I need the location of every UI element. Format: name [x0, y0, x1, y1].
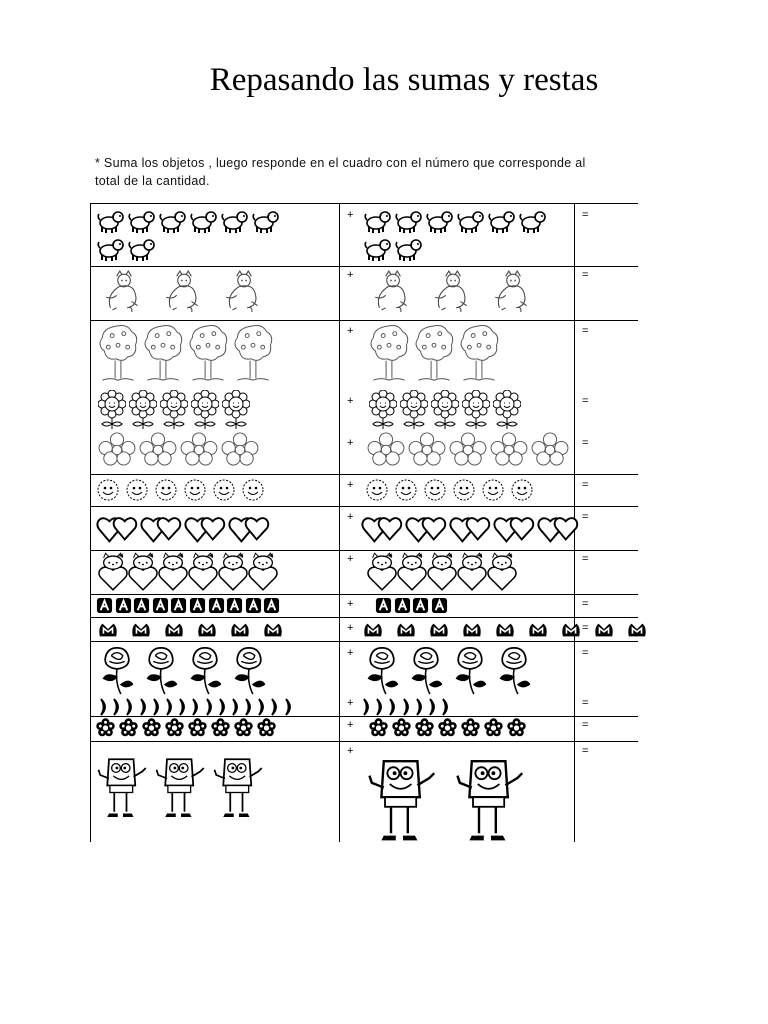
column-divider — [90, 204, 91, 842]
row-divider — [90, 716, 638, 717]
hello-kitty-heart-icon — [397, 552, 427, 592]
answer-box[interactable]: = — [582, 511, 589, 523]
icon-group-left — [98, 621, 283, 639]
flower-icon — [139, 432, 177, 466]
sunflower-icon — [493, 390, 521, 430]
row-divider — [90, 641, 638, 642]
banana-icon — [387, 698, 397, 716]
tree-icon — [143, 322, 183, 384]
icon-group-left — [96, 510, 272, 544]
spongebob-icon — [96, 754, 150, 824]
hello-kitty-heart-icon — [218, 552, 248, 592]
smiley-face-icon — [96, 478, 120, 502]
icon-group-right — [363, 208, 548, 234]
answer-box[interactable]: = — [582, 479, 589, 491]
column-divider — [339, 204, 340, 842]
rose-icon — [142, 644, 180, 696]
double-heart-icon — [449, 510, 493, 544]
plus-sign: + — [347, 697, 354, 709]
letter-m-icon — [363, 621, 383, 639]
double-heart-icon — [405, 510, 449, 544]
tree-icon — [98, 322, 138, 384]
icon-group-left — [96, 478, 265, 502]
sunflower-icon — [129, 390, 157, 430]
rose-icon — [363, 644, 401, 696]
banana-icon — [111, 698, 121, 716]
answer-box[interactable]: = — [582, 553, 589, 565]
banana-icon — [427, 698, 437, 716]
smiley-face-icon — [394, 478, 418, 502]
spongebob-icon — [363, 754, 443, 850]
dog-icon — [363, 236, 393, 262]
plus-sign: + — [347, 647, 354, 659]
row-divider — [90, 550, 638, 551]
row-divider — [90, 741, 638, 742]
flower-icon — [98, 432, 136, 466]
instructions-line-2: total de la cantidad. — [95, 174, 210, 188]
banana-icon — [151, 698, 161, 716]
sunflower-icon — [431, 390, 459, 430]
clover-flower-icon — [96, 718, 115, 737]
banana-icon — [256, 698, 266, 716]
icon-group-left — [98, 698, 293, 716]
smiley-face-icon — [423, 478, 447, 502]
dog-icon — [127, 208, 157, 234]
plus-sign: + — [347, 511, 354, 523]
flower-icon — [408, 432, 446, 466]
banana-icon — [204, 698, 214, 716]
clover-flower-icon — [392, 718, 411, 737]
dog-icon — [363, 208, 393, 234]
rose-icon — [98, 644, 136, 696]
sunflower-icon — [400, 390, 428, 430]
cat-icon — [222, 270, 264, 312]
sunflower-icon — [462, 390, 490, 430]
banana-icon — [98, 698, 108, 716]
icon-group-left — [98, 390, 250, 430]
hello-kitty-heart-icon — [128, 552, 158, 592]
icon-group-left — [98, 644, 268, 696]
letter-m-icon — [462, 621, 482, 639]
rose-icon — [495, 644, 533, 696]
spongebob-icon — [212, 754, 266, 824]
answer-box[interactable]: = — [582, 647, 589, 659]
icon-group-right — [363, 754, 531, 850]
icon-group-right — [367, 552, 517, 592]
icon-group-right — [361, 698, 450, 716]
dog-icon — [425, 208, 455, 234]
answer-box[interactable]: = — [582, 395, 589, 407]
banana-icon — [374, 698, 384, 716]
row-divider — [90, 506, 638, 507]
rose-icon — [230, 644, 268, 696]
banana-icon — [361, 698, 371, 716]
icon-group-right — [365, 478, 534, 502]
letter-a-icon — [170, 597, 187, 614]
flower-icon — [449, 432, 487, 466]
letter-a-icon — [245, 597, 262, 614]
row-divider — [90, 266, 638, 267]
banana-icon — [440, 698, 450, 716]
clover-flower-icon — [415, 718, 434, 737]
flower-icon — [531, 432, 569, 466]
flower-icon — [367, 432, 405, 466]
icon-group-left — [96, 236, 157, 262]
answer-box[interactable]: = — [582, 719, 589, 731]
letter-m-icon — [561, 621, 581, 639]
banana-icon — [243, 698, 253, 716]
dog-icon — [127, 236, 157, 262]
rose-icon — [407, 644, 445, 696]
plus-sign: + — [347, 598, 354, 610]
clover-flower-icon — [461, 718, 480, 737]
smiley-face-icon — [510, 478, 534, 502]
letter-a-icon — [189, 597, 206, 614]
answer-box[interactable]: = — [582, 269, 589, 281]
row-divider — [90, 320, 638, 321]
spongebob-icon — [451, 754, 531, 850]
answer-box[interactable]: = — [582, 745, 589, 757]
dog-icon — [394, 236, 424, 262]
dog-icon — [96, 236, 126, 262]
smiley-face-icon — [452, 478, 476, 502]
dog-icon — [518, 208, 548, 234]
clover-flower-icon — [165, 718, 184, 737]
plus-sign: + — [347, 719, 354, 731]
banana-icon — [414, 698, 424, 716]
icon-group-left — [96, 718, 276, 737]
answer-box[interactable]: = — [582, 209, 589, 221]
tree-icon — [414, 322, 454, 384]
plus-sign: + — [347, 269, 354, 281]
tree-icon — [459, 322, 499, 384]
spongebob-icon — [154, 754, 208, 824]
sunflower-icon — [191, 390, 219, 430]
hello-kitty-heart-icon — [188, 552, 218, 592]
icon-group-right — [371, 270, 533, 312]
icon-group-right — [369, 322, 499, 384]
letter-a-icon — [375, 597, 392, 614]
dog-icon — [189, 208, 219, 234]
letter-m-icon — [131, 621, 151, 639]
row-divider — [90, 617, 638, 618]
banana-icon — [283, 698, 293, 716]
hello-kitty-heart-icon — [457, 552, 487, 592]
banana-icon — [217, 698, 227, 716]
tree-icon — [369, 322, 409, 384]
plus-sign: + — [347, 479, 354, 491]
smiley-face-icon — [125, 478, 149, 502]
letter-m-icon — [495, 621, 515, 639]
letter-m-icon — [429, 621, 449, 639]
clover-flower-icon — [438, 718, 457, 737]
double-heart-icon — [228, 510, 272, 544]
plus-sign: + — [347, 553, 354, 565]
clover-flower-icon — [211, 718, 230, 737]
letter-m-icon — [528, 621, 548, 639]
dog-icon — [220, 208, 250, 234]
clover-flower-icon — [188, 718, 207, 737]
flower-icon — [180, 432, 218, 466]
hello-kitty-heart-icon — [158, 552, 188, 592]
icon-group-right — [369, 390, 521, 430]
page-title: Repasando las sumas y restas — [209, 62, 599, 98]
banana-icon — [124, 698, 134, 716]
letter-a-icon — [96, 597, 113, 614]
clover-flower-icon — [234, 718, 253, 737]
dog-icon — [394, 208, 424, 234]
smiley-face-icon — [481, 478, 505, 502]
row-divider — [90, 594, 638, 595]
banana-icon — [138, 698, 148, 716]
double-heart-icon — [361, 510, 405, 544]
cat-icon — [491, 270, 533, 312]
banana-icon — [230, 698, 240, 716]
double-heart-icon — [140, 510, 184, 544]
smiley-face-icon — [365, 478, 389, 502]
dog-icon — [158, 208, 188, 234]
flower-icon — [221, 432, 259, 466]
sunflower-icon — [98, 390, 126, 430]
icon-group-left — [96, 597, 280, 614]
icon-group-left — [96, 754, 266, 824]
cat-icon — [431, 270, 473, 312]
flower-icon — [490, 432, 528, 466]
letter-m-icon — [197, 621, 217, 639]
icon-group-left — [102, 270, 264, 312]
hello-kitty-heart-icon — [487, 552, 517, 592]
banana-icon — [177, 698, 187, 716]
tree-icon — [188, 322, 228, 384]
icon-group-left — [98, 552, 278, 592]
smiley-face-icon — [154, 478, 178, 502]
banana-icon — [190, 698, 200, 716]
icon-group-left — [98, 322, 273, 384]
plus-sign: + — [347, 622, 354, 634]
smiley-face-icon — [212, 478, 236, 502]
answer-box[interactable]: = — [582, 325, 589, 337]
letter-a-icon — [412, 597, 429, 614]
answer-box[interactable]: = — [582, 622, 589, 634]
clover-flower-icon — [142, 718, 161, 737]
letter-a-icon — [226, 597, 243, 614]
icon-group-right — [367, 432, 569, 466]
clover-flower-icon — [257, 718, 276, 737]
instructions — [95, 154, 655, 190]
dog-icon — [487, 208, 517, 234]
icon-group-right — [363, 621, 647, 639]
answer-box[interactable]: = — [582, 697, 589, 709]
banana-icon — [269, 698, 279, 716]
icon-group-right — [375, 597, 448, 614]
icon-group-right — [363, 236, 424, 262]
row-divider — [90, 474, 638, 475]
answer-box[interactable]: = — [582, 598, 589, 610]
cat-icon — [371, 270, 413, 312]
letter-m-icon — [396, 621, 416, 639]
answer-box[interactable]: = — [582, 437, 589, 449]
letter-a-icon — [133, 597, 150, 614]
letter-m-icon — [594, 621, 614, 639]
hello-kitty-heart-icon — [98, 552, 128, 592]
icon-group-right — [361, 510, 581, 544]
icon-group-left — [98, 432, 259, 466]
plus-sign: + — [347, 395, 354, 407]
instructions-line-1: * Suma los objetos , luego responde en el cuadro con el número que corresponde al — [95, 156, 586, 170]
letter-m-icon — [627, 621, 647, 639]
letter-m-icon — [230, 621, 250, 639]
banana-icon — [401, 698, 411, 716]
icon-group-right — [369, 718, 526, 737]
double-heart-icon — [96, 510, 140, 544]
clover-flower-icon — [369, 718, 388, 737]
dog-icon — [456, 208, 486, 234]
smiley-face-icon — [241, 478, 265, 502]
smiley-face-icon — [183, 478, 207, 502]
cat-icon — [162, 270, 204, 312]
letter-a-icon — [394, 597, 411, 614]
letter-m-icon — [263, 621, 283, 639]
letter-a-icon — [152, 597, 169, 614]
tree-icon — [233, 322, 273, 384]
icon-group-left — [96, 208, 281, 234]
dog-icon — [96, 208, 126, 234]
sunflower-icon — [160, 390, 188, 430]
letter-a-icon — [431, 597, 448, 614]
letter-a-icon — [115, 597, 132, 614]
clover-flower-icon — [507, 718, 526, 737]
double-heart-icon — [493, 510, 537, 544]
dog-icon — [251, 208, 281, 234]
double-heart-icon — [537, 510, 581, 544]
sunflower-icon — [222, 390, 250, 430]
letter-m-icon — [164, 621, 184, 639]
plus-sign: + — [347, 437, 354, 449]
hello-kitty-heart-icon — [248, 552, 278, 592]
letter-a-icon — [263, 597, 280, 614]
clover-flower-icon — [119, 718, 138, 737]
hello-kitty-heart-icon — [367, 552, 397, 592]
clover-flower-icon — [484, 718, 503, 737]
sunflower-icon — [369, 390, 397, 430]
double-heart-icon — [184, 510, 228, 544]
exercise-table — [90, 203, 638, 842]
letter-m-icon — [98, 621, 118, 639]
banana-icon — [164, 698, 174, 716]
cat-icon — [102, 270, 144, 312]
rose-icon — [186, 644, 224, 696]
plus-sign: + — [347, 325, 354, 337]
rose-icon — [451, 644, 489, 696]
letter-a-icon — [208, 597, 225, 614]
icon-group-right — [363, 644, 533, 696]
plus-sign: + — [347, 209, 354, 221]
plus-sign: + — [347, 745, 354, 757]
hello-kitty-heart-icon — [427, 552, 457, 592]
